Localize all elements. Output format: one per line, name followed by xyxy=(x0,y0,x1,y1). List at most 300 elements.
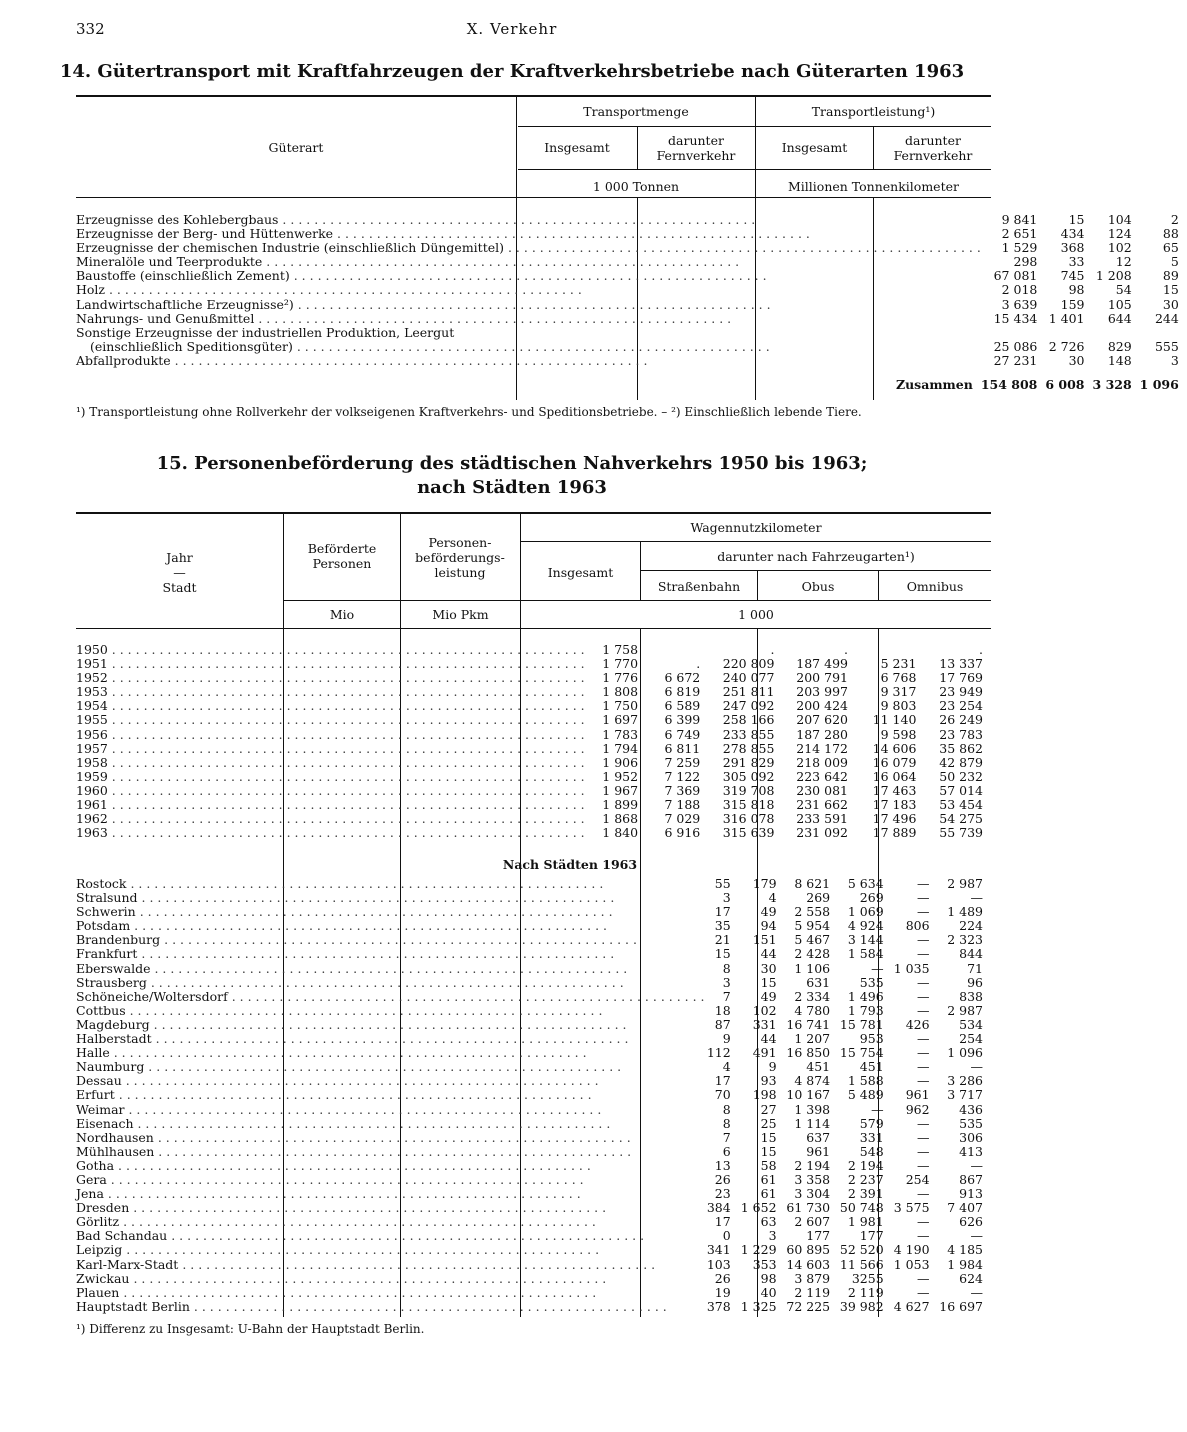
cell-value: — xyxy=(970,1228,983,1244)
row-label: Erzeugnisse der chemischen Industrie (einschließlich Düngemittel) xyxy=(76,240,504,256)
cell-value: 57 014 xyxy=(939,782,983,798)
cell-value: 11 140 xyxy=(872,712,917,728)
cell-value: 1 207 xyxy=(794,1031,831,1047)
unit-1000: 1 000 xyxy=(738,607,774,622)
cell-value: 151 xyxy=(752,932,777,948)
leader-dots: . . . . . . . . . . . . . . . . . . . . . . . . . . . . . . . . . . . . . . . . . . . . . . . . . . . . . . . . . . . . xyxy=(135,904,613,920)
cell-value: 306 xyxy=(959,1129,983,1145)
cell-value: . xyxy=(844,642,848,657)
table-15-title: 15. Personenbeförderung des städtischen Nahverkehrs 1950 bis 1963; xyxy=(156,453,868,474)
city-row xyxy=(76,1088,991,1102)
cell-value: 1 840 xyxy=(602,825,639,841)
cell-value: 1 793 xyxy=(847,1002,884,1018)
cell-value: 3255 xyxy=(851,1270,884,1286)
row-label: 1952 xyxy=(76,670,108,686)
cell-value: — xyxy=(917,988,930,1004)
cell-value: 7 xyxy=(722,1129,731,1145)
unit-tkm: Millionen Tonnenkilometer xyxy=(788,179,959,194)
cell-value: 7 122 xyxy=(664,768,701,784)
cell-value: 220 809 xyxy=(722,656,775,672)
leader-dots: . . . . . . . . . . . . . . . . . . . . . . . . . . . . . . . . . . . . . . . . . . . . . . . . . . . . . . . . . . . . xyxy=(254,310,732,326)
cell-value: — xyxy=(917,1031,930,1047)
cell-value: 203 997 xyxy=(796,684,848,700)
year-row xyxy=(76,812,991,826)
cell-value: 15 xyxy=(1162,282,1179,298)
total-value: 1 096 xyxy=(1139,377,1179,393)
cell-value: 6 819 xyxy=(664,684,701,700)
cell-value: 15 434 xyxy=(993,310,1038,326)
cell-value: 244 xyxy=(1154,310,1179,326)
cell-value: 16 079 xyxy=(872,754,917,770)
row-label: Sonstige Erzeugnisse der industriellen Produktion, Leergut xyxy=(76,324,455,340)
cell-value: 8 xyxy=(722,1101,731,1117)
cell-value: 233 591 xyxy=(796,811,848,827)
cell-value xyxy=(1045,326,1092,340)
cell-value: . xyxy=(979,642,983,657)
cell-value: 491 xyxy=(752,1045,777,1061)
cell-value: 72 225 xyxy=(786,1298,831,1314)
cell-value: 25 086 xyxy=(993,338,1038,354)
cell-value: 187 499 xyxy=(796,656,848,672)
row-label: 1960 xyxy=(76,782,108,798)
cell-value: 89 xyxy=(1162,268,1179,284)
cell-value: 1 053 xyxy=(893,1256,930,1272)
cell-value: . xyxy=(770,642,775,657)
cell-value: 254 xyxy=(959,1031,983,1047)
year-row xyxy=(76,756,991,770)
cell-value: 1 325 xyxy=(740,1298,777,1314)
row-label: Halberstadt xyxy=(76,1031,152,1047)
cell-value: — xyxy=(917,876,930,891)
cell-value: 2 119 xyxy=(847,1284,884,1300)
leader-dots: . . . . . . . . . . . . . . . . . . . . . . . . . . . . . . . . . . . . . . . . . . . . . . . . . . . . . . . . . . . . xyxy=(107,782,585,798)
cell-value: 159 xyxy=(1060,296,1085,312)
city-row xyxy=(76,1300,991,1314)
row-label: Magdeburg xyxy=(76,1016,150,1032)
cell-value: 19 xyxy=(714,1284,731,1300)
leader-dots: . . . . . . . . . . . . . . . . . . . . . . . . . . . . . . . . . . . . . . . . . . . . . . . . . . . . . . . . . . . . xyxy=(107,670,585,686)
unit-tonnen: 1 000 Tonnen xyxy=(592,179,680,194)
leader-dots: . . . . . . . . . . . . . . . . . . . . . . . . . . . . . . . . . . . . . . . . . . . . . . . . . . . . . . . . . . . . xyxy=(107,726,585,742)
cell-value: 1 496 xyxy=(847,988,884,1004)
cell-value: 4 627 xyxy=(893,1298,930,1314)
cell-value: 2 119 xyxy=(794,1284,831,1300)
cell-value: 15 781 xyxy=(839,1016,884,1032)
cell-value: 291 829 xyxy=(722,754,775,770)
row-label: Gera xyxy=(76,1171,107,1187)
cell-value: 14 606 xyxy=(872,740,917,756)
leader-dots: . . . . . . . . . . . . . . . . . . . . . . . . . . . . . . . . . . . . . . . . . . . . . . . . . . . . . . . . . . . . xyxy=(119,1214,596,1230)
cell-value: 1 899 xyxy=(602,797,639,813)
row-label: Weimar xyxy=(76,1101,125,1117)
cell-value: 1 776 xyxy=(602,670,639,686)
cell-value: 240 077 xyxy=(722,670,775,686)
leader-dots: . . . . . . . . . . . . . . . . . . . . . . . . . . . . . . . . . . . . . . . . . . . . . . . . . . . . . . . . . . . . xyxy=(129,1270,607,1286)
col-header-leistung: Personen-beförderungs-leistung xyxy=(415,535,505,580)
cell-value: 102 xyxy=(1107,240,1132,256)
col-header-insgesamt: Insgesamt xyxy=(547,565,614,580)
row-label: Nordhausen xyxy=(76,1129,154,1145)
cell-value: 60 895 xyxy=(786,1242,831,1258)
cell-value: 436 xyxy=(959,1101,983,1117)
cell-value: 25 xyxy=(760,1115,777,1131)
row-label: Frankfurt xyxy=(76,946,138,962)
leader-dots: . . . . . . . . . . . . . . . . . . . . . . . . . . . . . . . . . . . . . . . . . . . . . . . . . . . . . . . . . . . . xyxy=(107,797,585,813)
cell-value: 14 603 xyxy=(786,1256,831,1272)
cell-value: 555 xyxy=(1154,338,1179,354)
cell-value: 9 841 xyxy=(1001,212,1038,227)
col-header-stadt: Stadt xyxy=(162,580,197,595)
leader-dots: . . . . . . . . . . . . . . . . . . . . . . . . . . . . . . . . . . . . . . . . . . . . . . . . . . . . . . . . . . . . xyxy=(107,768,585,784)
cell-value: 17 xyxy=(714,904,731,920)
cell-value: 413 xyxy=(959,1143,983,1159)
cell-value: 207 620 xyxy=(796,712,848,728)
row-label: Rostock xyxy=(76,876,127,891)
leader-dots: . . . . . . . . . . . . . . . . . . . . . . . . . . . . . . . . . . . . . . . . . . . . . . . . . . . . . . . . . . . . xyxy=(106,1171,584,1187)
year-row xyxy=(76,742,991,756)
cell-value: — xyxy=(917,1214,930,1230)
cell-value: 10 167 xyxy=(786,1087,831,1103)
cell-value: 1 588 xyxy=(847,1073,884,1089)
cell-value: 6 811 xyxy=(664,740,701,756)
cell-value: 6 672 xyxy=(664,670,701,686)
leader-dots: . . . . . . . . . . . . . . . . . . . . . . . . . . . . . . . . . . . . . . . . . . . . . . . . . . . . . . . . . . . . xyxy=(189,1298,667,1314)
city-row xyxy=(76,891,991,905)
row-label: Mineralöle und Teerprodukte xyxy=(76,254,263,270)
col-header-transportmenge: Transportmenge xyxy=(583,104,689,119)
row-label: Cottbus xyxy=(76,1002,126,1018)
cell-value: . xyxy=(696,656,701,672)
cell-value: 3 639 xyxy=(1001,296,1038,312)
cell-value: 39 982 xyxy=(839,1298,884,1314)
cell-value: 63 xyxy=(760,1214,777,1230)
cell-value xyxy=(1140,326,1187,340)
cell-value: 16 741 xyxy=(786,1016,831,1032)
cell-value: 103 xyxy=(706,1256,731,1272)
cell-value: 6 916 xyxy=(664,825,701,841)
row-label: 1950 xyxy=(76,642,108,657)
cell-value: 0 xyxy=(722,1228,731,1244)
cell-value: 16 064 xyxy=(872,768,917,784)
row-label: Landwirtschaftliche Erzeugnisse²) xyxy=(76,296,294,312)
cell-value: 3 286 xyxy=(947,1073,983,1089)
cell-value: 341 xyxy=(706,1242,731,1258)
cell-value: 40 xyxy=(760,1284,777,1300)
city-row xyxy=(76,1046,991,1060)
leader-dots: . . . . . . . . . . . . . . . . . . . . . . . . . . . . . . . . . . . . . . . . . . . . . . . . . . . . . . . . . . . . xyxy=(133,1115,611,1131)
leader-dots: . . . . . . . . . . . . . . . . . . . . . . . . . . . . . . . . . . . . . . . . . . . . . . . . . . . . . . . . . . . . xyxy=(160,932,637,948)
cell-value: — xyxy=(970,1157,983,1173)
table-row xyxy=(76,227,1187,241)
cell-value: 1 229 xyxy=(740,1242,777,1258)
cell-value: 8 xyxy=(722,1115,731,1131)
leader-dots: . . . . . . . . . . . . . . . . . . . . . . . . . . . . . . . . . . . . . . . . . . . . . . . . . . . . . . . . . . . . xyxy=(149,1016,627,1032)
cell-value: 200 424 xyxy=(796,698,848,714)
cell-value: 631 xyxy=(806,974,831,990)
row-label: Dessau xyxy=(76,1073,122,1089)
cell-value: 298 xyxy=(1013,254,1038,270)
leader-dots: . . . . . . . . . . . . . . . . . . . . . . . . . . . . . . . . . . . . . . . . . . . . . . . . . . . . . . . . . . . . xyxy=(107,811,585,827)
leader-dots: . . . . . . . . . . . . . . . . . . . . . . . . . . . . . . . . . . . . . . . . . . . . . . . . . . . . . . . . . . . . xyxy=(170,352,648,368)
row-label: Eisenach xyxy=(76,1115,134,1131)
cell-value: 61 730 xyxy=(786,1200,831,1216)
cell-value: 17 183 xyxy=(872,797,917,813)
cell-value: — xyxy=(917,1228,930,1244)
row-label: Mühlhausen xyxy=(76,1143,155,1159)
total-value: 6 008 xyxy=(1045,377,1085,393)
cell-value: 177 xyxy=(859,1228,884,1244)
cell-value: 426 xyxy=(905,1016,930,1032)
row-label: 1957 xyxy=(76,740,108,756)
cities-section-heading: Nach Städten 1963 xyxy=(502,857,638,872)
row-label: Karl-Marx-Stadt xyxy=(76,1256,179,1272)
cell-value: 3 717 xyxy=(947,1087,983,1103)
year-row xyxy=(76,657,991,671)
cell-value: 548 xyxy=(859,1143,884,1159)
leader-dots: . . . . . . . . . . . . . . . . . . . . . . . . . . . . . . . . . . . . . . . . . . . . . . . . . . . . . . . . . . . . xyxy=(114,1157,591,1173)
cell-value: 451 xyxy=(859,1059,884,1075)
table-row xyxy=(76,326,1187,340)
cell-value: 218 009 xyxy=(796,754,848,770)
col-header-fern-menge: darunter Fernverkehr xyxy=(656,133,736,163)
cell-value xyxy=(1093,326,1140,340)
total-label: Zusammen xyxy=(895,377,973,393)
row-label: (einschließlich Speditionsgüter) xyxy=(90,338,293,354)
cell-value: 26 249 xyxy=(939,712,983,728)
city-row xyxy=(76,1286,991,1300)
cell-value: 49 xyxy=(760,904,777,920)
leader-dots: . . . . . . . . . . . . . . . . . . . . . . . . . . . . . . . . . . . . . . . . . . . . . . . . . . . . . . . . . . . . xyxy=(150,960,628,976)
total-value: 154 808 xyxy=(980,377,1038,393)
cell-value: 1 808 xyxy=(602,684,639,700)
city-row xyxy=(76,990,991,1004)
city-row xyxy=(76,1074,991,1088)
year-row xyxy=(76,826,991,840)
cell-value: 198 xyxy=(752,1087,777,1103)
row-label: Schöneiche/Woltersdorf xyxy=(76,988,228,1004)
cell-value: 806 xyxy=(905,918,930,934)
cell-value: 4 185 xyxy=(947,1242,983,1258)
table-row xyxy=(76,283,1187,297)
cell-value: 87 xyxy=(714,1016,731,1032)
cell-value: 451 xyxy=(806,1059,831,1075)
leader-dots: . . . . . . . . . . . . . . . . . . . . . . . . . . . . . . . . . . . . . . . . . . . . . . . . . . . . . . . . . . . . xyxy=(126,876,604,891)
city-row xyxy=(76,1201,991,1215)
col-header-guterart: Güterart xyxy=(268,140,324,155)
cell-value: 179 xyxy=(752,876,777,891)
cell-value: 2 987 xyxy=(947,1002,983,1018)
cell-value: 637 xyxy=(806,1129,831,1145)
leader-dots: . . . . . . . . . . . . . . . . . . . . . . . . . . . . . . . . . . . . . . . . . . . . . . . . . . . . . . . . . . . . xyxy=(124,1101,602,1117)
cell-value: 6 399 xyxy=(664,712,701,728)
chapter-title: X. Verkehr xyxy=(466,20,558,38)
cell-value: 3 xyxy=(722,890,731,906)
city-row xyxy=(76,1117,991,1131)
cell-value: 9 598 xyxy=(880,726,917,742)
cell-value: — xyxy=(917,932,930,948)
year-row xyxy=(76,685,991,699)
leader-dots: . . . . . . . . . . . . . . . . . . . . . . . . . . . . . . . . . . . . . . . . . . . . . . . . . . . . . . . . . . . . xyxy=(178,1256,656,1272)
cell-value: 16 850 xyxy=(786,1045,831,1061)
cell-value: 3 575 xyxy=(893,1200,930,1216)
cell-value: 353 xyxy=(752,1256,777,1272)
city-row xyxy=(76,1243,991,1257)
cell-value: 17 496 xyxy=(872,811,917,827)
cell-value: 2 726 xyxy=(1048,338,1085,354)
row-label: Zwickau xyxy=(76,1270,130,1286)
city-row xyxy=(76,905,991,919)
cell-value: 15 xyxy=(1068,212,1085,227)
row-label: Nahrungs- und Genußmittel xyxy=(76,310,255,326)
table-row xyxy=(76,340,1187,354)
cell-value: 5 489 xyxy=(847,1087,884,1103)
cell-value: 2 237 xyxy=(847,1171,884,1187)
year-row xyxy=(76,699,991,713)
cell-value: 50 748 xyxy=(839,1200,884,1216)
row-label: Eberswalde xyxy=(76,960,151,976)
table-row xyxy=(76,213,1187,227)
cell-value: 278 855 xyxy=(722,740,775,756)
cell-value: 5 634 xyxy=(847,876,884,891)
leader-dots: . . . . . . . . . . . . . . . . . . . . . . . . . . . . . . . . . . . . . . . . . . . . . . . . . . . . . . . . . . . . xyxy=(167,1228,645,1244)
row-label: Leipzig xyxy=(76,1242,123,1258)
city-row xyxy=(76,1215,991,1229)
cell-value: 3 879 xyxy=(794,1270,831,1286)
year-row xyxy=(76,671,991,685)
cell-value: 42 879 xyxy=(939,754,983,770)
cell-value: 35 xyxy=(714,918,731,934)
row-label: Strausberg xyxy=(76,974,147,990)
cell-value: 867 xyxy=(959,1171,983,1187)
leader-dots: . . . . . . . . . . . . . . . . . . . . . . . . . . . . . . . . . . . . . . . . . . . . . . . . . . . . . . . . . . . . xyxy=(137,890,615,906)
cell-value: 384 xyxy=(706,1200,731,1216)
leader-dots: . . . . . . . . . . . . . . . . . . . . . . . . . . . . . . . . . . . . . . . . . . . . . . . . . . . . . . . . . . . . xyxy=(119,1284,597,1300)
leader-dots: . . . . . . . . . . . . . . . . . . . . . . . . . . . . . . . . . . . . . . . . . . . . . . . . . . . . . . . . . . . . xyxy=(293,296,771,312)
cell-value: — xyxy=(917,1115,930,1131)
cell-value: 2 194 xyxy=(847,1157,884,1173)
cell-value: — xyxy=(970,1284,983,1300)
cell-value: 224 xyxy=(959,918,983,934)
cell-value: 231 662 xyxy=(796,797,848,813)
leader-dots: . . . . . . . . . . . . . . . . . . . . . . . . . . . . . . . . . . . . . . . . . . . . . . . . . . . . . . . . . . . . xyxy=(137,946,615,962)
cell-value: 54 275 xyxy=(939,811,983,827)
cell-value: 535 xyxy=(959,1115,983,1131)
table-15-footnote: ¹) Differenz zu Insgesamt: U-Bahn der Hauptstadt Berlin. xyxy=(76,1322,425,1336)
cell-value: 1 106 xyxy=(794,960,831,976)
cell-value: 1 035 xyxy=(893,960,930,976)
cell-value: 1 868 xyxy=(602,811,639,827)
cell-value: 962 xyxy=(905,1101,930,1117)
cell-value: 624 xyxy=(959,1270,983,1286)
year-row xyxy=(76,713,991,727)
row-label: Baustoffe (einschließlich Zement) xyxy=(76,268,290,284)
leader-dots: . . . . . . . . . . . . . . . . . . . . . . . . . . . . . . . . . . . . . . . . . . . . . . . . . . . . . . . . . . . . xyxy=(107,642,585,657)
cell-value: 829 xyxy=(1107,338,1132,354)
cell-value: 247 092 xyxy=(722,698,775,714)
leader-dots: . . . . . . . . . . . . . . . . . . . . . . . . . . . . . . . . . . . . . . . . . . . . . . . . . . . . . . . . . . . . xyxy=(121,1073,599,1089)
cell-value: 26 xyxy=(714,1171,731,1187)
leader-dots: . . . . . . . . . . . . . . . . . . . . . . . . . . . . . . . . . . . . . . . . . . . . . . . . . . . . . . . . . . . . xyxy=(227,988,705,1004)
cell-value: — xyxy=(917,974,930,990)
city-row xyxy=(76,1004,991,1018)
cell-value: 2 391 xyxy=(847,1186,884,1202)
col-header-jahr: Jahr xyxy=(166,550,193,565)
cell-value: 319 708 xyxy=(722,782,775,798)
cell-value: 2 194 xyxy=(794,1157,831,1173)
cell-value: 44 xyxy=(760,946,777,962)
row-label: Erzeugnisse der Berg- und Hüttenwerke xyxy=(76,226,334,242)
cell-value: 50 232 xyxy=(939,768,983,784)
cell-value: — xyxy=(917,1045,930,1061)
cell-value: — xyxy=(917,904,930,920)
cell-value: 6 768 xyxy=(880,670,917,686)
cell-value: — xyxy=(917,946,930,962)
row-label: Plauen xyxy=(76,1284,120,1300)
year-row xyxy=(76,643,991,657)
table-14-body xyxy=(76,213,1187,392)
table-14-footnote: ¹) Transportleistung ohne Rollverkehr der volkseigenen Kraftverkehrs- und Speditionsbetriebe. – ²) Einschließlich lebende Tiere. xyxy=(76,405,862,419)
col-header-befoerderte: Beförderte Personen xyxy=(307,541,377,571)
cell-value: 55 xyxy=(714,876,731,891)
cell-value: 15 xyxy=(760,1143,777,1159)
cell-value: 17 769 xyxy=(939,670,983,686)
row-label: Hauptstadt Berlin xyxy=(76,1298,190,1314)
table-14-title: 14. Gütertransport mit Kraftfahrzeugen der Kraftverkehrsbetriebe nach Güterarten 1963 xyxy=(59,61,965,82)
cell-value: 4 874 xyxy=(794,1073,831,1089)
cell-value: 2 334 xyxy=(794,988,831,1004)
cell-value: 27 xyxy=(760,1101,777,1117)
row-label: Erfurt xyxy=(76,1087,115,1103)
cell-value: 230 081 xyxy=(796,782,848,798)
row-label: Holz xyxy=(76,282,106,298)
cell-value: 148 xyxy=(1107,352,1132,368)
cell-value: 23 783 xyxy=(939,726,983,742)
row-label: 1953 xyxy=(76,684,108,700)
cell-value: 65 xyxy=(1162,240,1179,256)
cell-value: 104 xyxy=(1107,212,1132,227)
cell-value: 1 794 xyxy=(602,740,639,756)
cell-value: 254 xyxy=(905,1171,930,1187)
cell-value: 8 xyxy=(722,960,731,976)
row-label: 1954 xyxy=(76,698,108,714)
cell-value: 231 092 xyxy=(796,825,848,841)
row-label: Abfallprodukte xyxy=(76,352,171,368)
cell-value: 98 xyxy=(760,1270,777,1286)
total-value: 3 328 xyxy=(1092,377,1132,393)
leader-dots: . . . . . . . . . . . . . . . . . . . . . . . . . . . . . . . . . . . . . . . . . . . . . . . . . . . . . . . . . . . . xyxy=(333,226,810,242)
year-row xyxy=(76,784,991,798)
cell-value: 3 xyxy=(768,1228,777,1244)
cell-value: 2 323 xyxy=(947,932,983,948)
city-row xyxy=(76,1103,991,1117)
cell-value: 5 xyxy=(1170,254,1179,270)
cell-value: 644 xyxy=(1107,310,1132,326)
cell-value: 913 xyxy=(959,1186,983,1202)
cell-value: 9 803 xyxy=(880,698,917,714)
cell-value: 844 xyxy=(959,946,983,962)
unit-mio: Mio xyxy=(329,607,355,622)
cell-value: 838 xyxy=(959,988,983,1004)
cell-value: 177 xyxy=(806,1228,831,1244)
cell-value: 626 xyxy=(959,1214,983,1230)
cell-value: 368 xyxy=(1060,240,1085,256)
row-label: Bad Schandau xyxy=(76,1228,168,1244)
leader-dots: . . . . . . . . . . . . . . . . . . . . . . . . . . . . . . . . . . . . . . . . . . . . . . . . . . . . . . . . . . . . xyxy=(105,282,582,298)
cell-value: 5 467 xyxy=(794,932,831,948)
cell-value: 2 607 xyxy=(794,1214,831,1230)
leader-dots: . . . . . . . . . . . . . . . . . . . . . . . . . . . . . . . . . . . . . . . . . . . . . . . . . . . . . . . . . . . . xyxy=(262,254,740,270)
cell-value: 305 092 xyxy=(722,768,775,784)
